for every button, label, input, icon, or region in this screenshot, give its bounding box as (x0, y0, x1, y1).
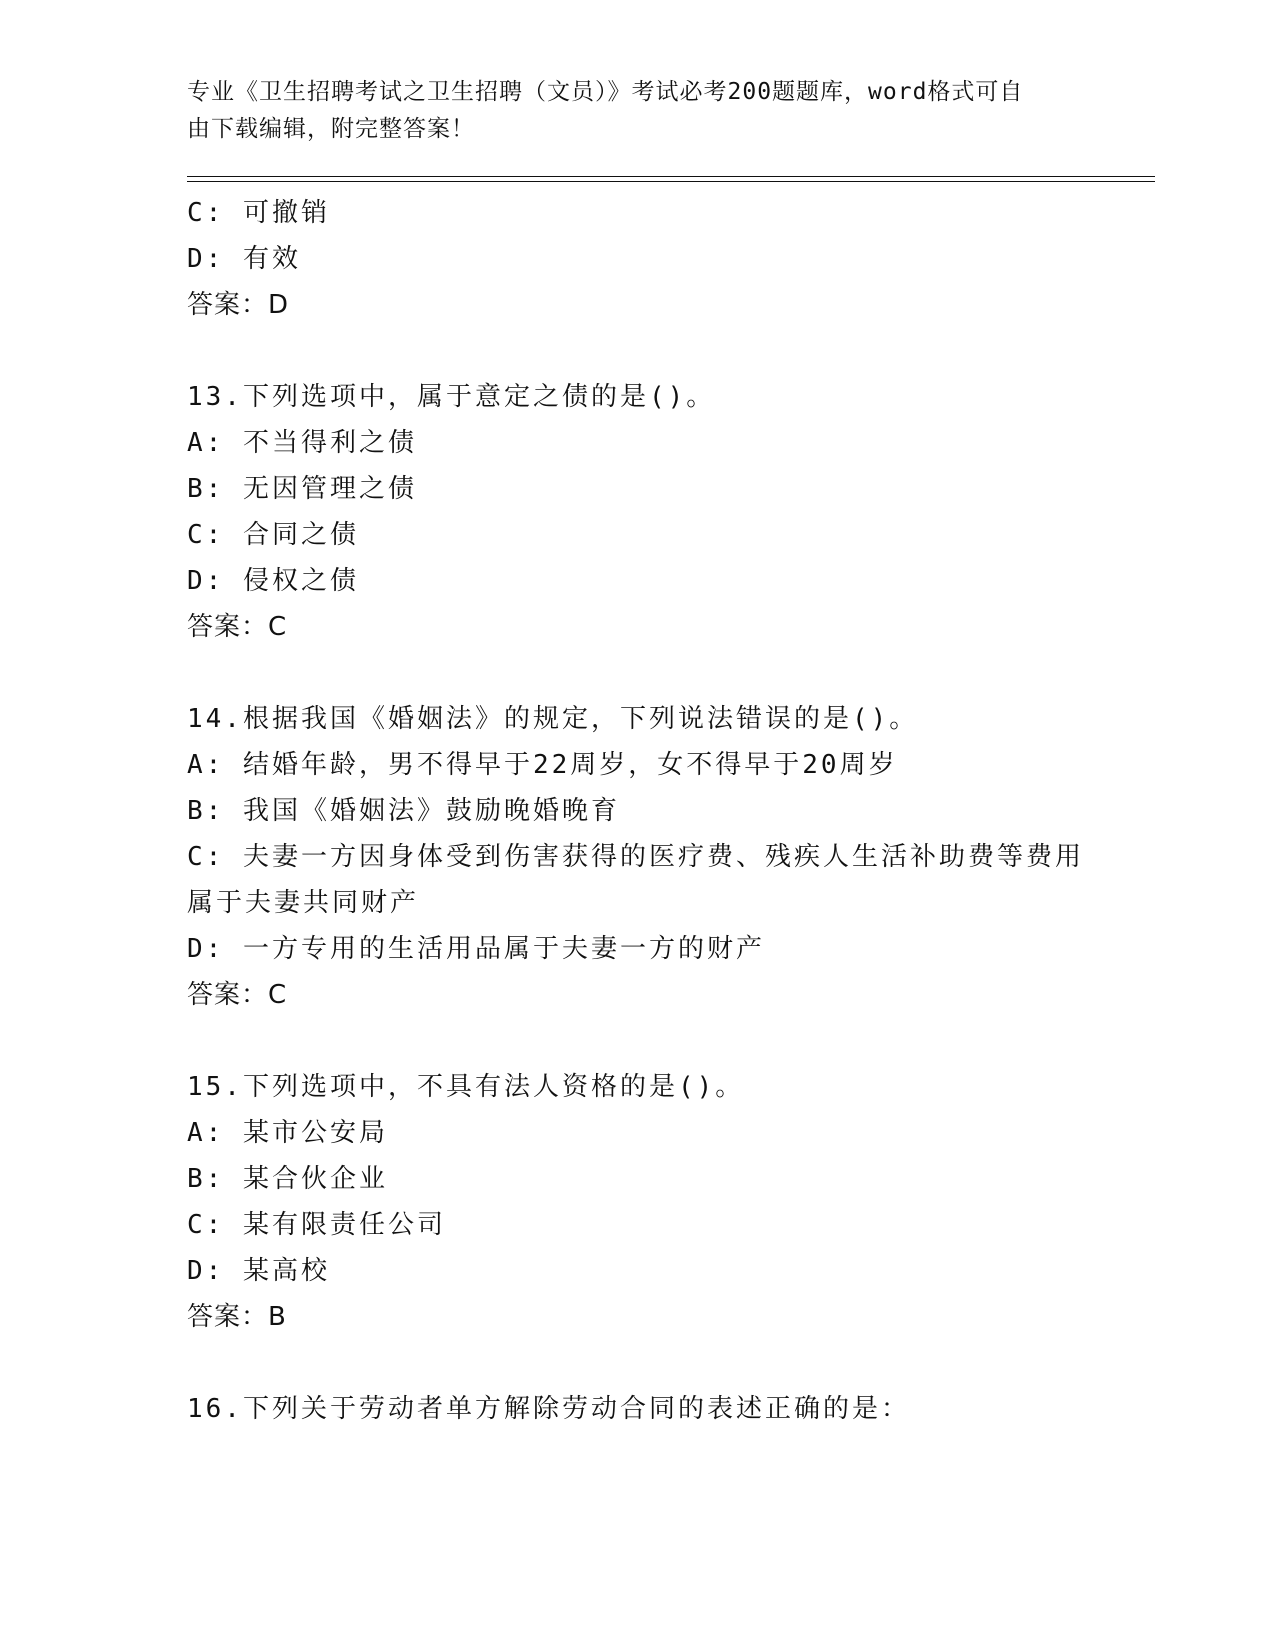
option-c: C: 合同之债 (187, 520, 359, 550)
option-a: A: 某市公安局 (187, 1118, 388, 1148)
option-d: D: 某高校 (187, 1256, 330, 1286)
question-13 (187, 374, 1087, 650)
question-list (187, 190, 1087, 1432)
option-b: B: 无因管理之债 (187, 474, 417, 504)
option-c: C: 夫妻一方因身体受到伤害获得的医疗费、残疾人生活补助费等费用属于夫妻共同财产 (187, 842, 1084, 918)
option-b: B: 我国《婚姻法》鼓励晚婚晚育 (187, 796, 620, 826)
option-c: C: 某有限责任公司 (187, 1210, 446, 1240)
option-a: A: 结婚年龄，男不得早于22周岁，女不得早于20周岁 (187, 750, 898, 780)
answer-line: 答案：C (187, 980, 288, 1010)
question-stem: 13.下列选项中，属于意定之债的是()。 (187, 382, 716, 412)
answer-line: 答案：C (187, 612, 288, 642)
header-line-2: 由下载编辑，附完整答案！ (187, 116, 475, 142)
question-stem: 16.下列关于劳动者单方解除劳动合同的表述正确的是： (187, 1394, 910, 1424)
question-15 (187, 1064, 1087, 1340)
answer-line: 答案：D (187, 290, 290, 320)
option-d: D: 侵权之债 (187, 566, 359, 596)
question-14 (187, 696, 1087, 1018)
option-b: B: 某合伙企业 (187, 1164, 388, 1194)
option-d: D: 一方专用的生活用品属于夫妻一方的财产 (187, 934, 765, 964)
answer-line: 答案：B (187, 1302, 287, 1332)
option-a: A: 不当得利之债 (187, 428, 417, 458)
question-stem: 15.下列选项中，不具有法人资格的是()。 (187, 1072, 745, 1102)
header-line-1: 专业《卫生招聘考试之卫生招聘（文员）》考试必考200题题库，word格式可自 (187, 79, 1024, 105)
option-d: D: 有效 (187, 244, 301, 274)
page-header (187, 74, 1067, 148)
question-16 (187, 1386, 1087, 1432)
question-stem: 14.根据我国《婚姻法》的规定，下列说法错误的是()。 (187, 704, 919, 734)
header-divider-bottom (187, 181, 1155, 182)
question-12-tail (187, 190, 1087, 328)
option-c: C: 可撤销 (187, 198, 330, 228)
header-divider-top (187, 176, 1155, 177)
